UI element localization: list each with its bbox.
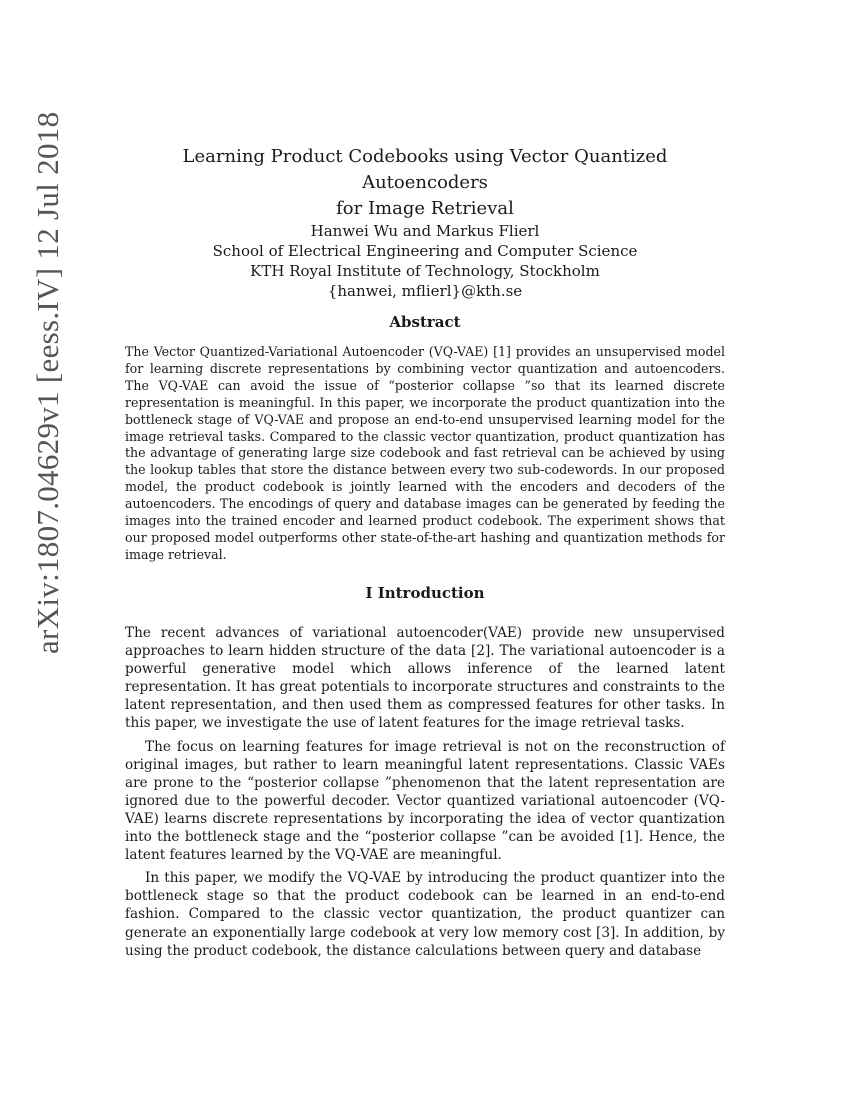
title-line-2: for Image Retrieval (336, 198, 514, 219)
author-email: {hanwei, mflierl}@kth.se (327, 282, 523, 300)
abstract-heading: Abstract (389, 313, 461, 331)
abstract-text: The Vector Quantized-Variational Autoencoder (VQ-VAE) [1] provides an unsupervised model for learning discrete representations by combining vector quantization and autoencoders. The VQ-VAE can avoid the issue of “posterior collapse ”so that its learned discrete representation is meaningful. In this paper, we incorporate the product quantization into the bottleneck stage of VQ-VAE and propose an end-to-end unsupervised learning model for the image retrieval tasks. Compared to the classic vector quantization, product quantization has the advantage of generating large size codebook and fast retrieval can be achieved by using the lookup tables that store the distance between every two sub-codewords. In our proposed model, the product codebook is jointly learned with the encoders and decoders of the autoencoders. The encodings of query and database images can be generated by feeding the images into the trained encoder and learned product codebook. The experiment shows that our proposed model outperforms other state-of-the-art hashing and quantization methods for image retrieval. (125, 344, 725, 562)
intro-paragraph-3: In this paper, we modify the VQ-VAE by introducing the product quantizer into the bottleneck stage so that the product codebook can be learned in an end-to-end fashion. Compared to the classic vector quantization, the product quantizer can generate an exponentially large codebook at very low memory cost [3]. In addition, by using the product codebook, the distance calculations between query and database (125, 870, 725, 959)
arxiv-identifier-text: arXiv:1807.04629v1 [eess.IV] 12 Jul 2018 (30, 111, 65, 654)
introduction-heading: I Introduction (365, 584, 485, 602)
paper-title (125, 144, 725, 222)
arxiv-identifier (24, 111, 68, 656)
affiliation-institute: KTH Royal Institute of Technology, Stockholm (250, 262, 600, 280)
introduction-body (125, 624, 725, 965)
title-line-1: Learning Product Codebooks using Vector Quantized Autoencoders (182, 146, 668, 193)
author-block (125, 221, 725, 301)
author-names: Hanwei Wu and Markus Flierl (310, 222, 540, 240)
intro-paragraph-2: The focus on learning features for image retrieval is not on the reconstruction of original images, but rather to learn meaningful latent representations. Classic VAEs are prone to the “posterior collapse ”phenomenon that the latent representation are ignored due to the powerful decoder. Vector quantized variational autoencoder (VQ-VAE) learns discrete representations by incorporating the idea of vector quantization into the bottleneck stage and the “posterior collapse ”can be avoided [1]. Hence, the latent features learned by the VQ-VAE are meaningful. (125, 738, 725, 864)
affiliation-school: School of Electrical Engineering and Computer Science (212, 242, 638, 260)
intro-paragraph-1: The recent advances of variational autoencoder(VAE) provide new unsupervised approaches to learn hidden structure of the data [2]. The variational autoencoder is a powerful generative model which allows inference of the learned latent representation. It has great potentials to incorporate structures and constraints to the latent representation, and then used them as compressed features for other tasks. In this paper, we investigate the use of latent features for the image retrieval tasks. (125, 625, 725, 732)
